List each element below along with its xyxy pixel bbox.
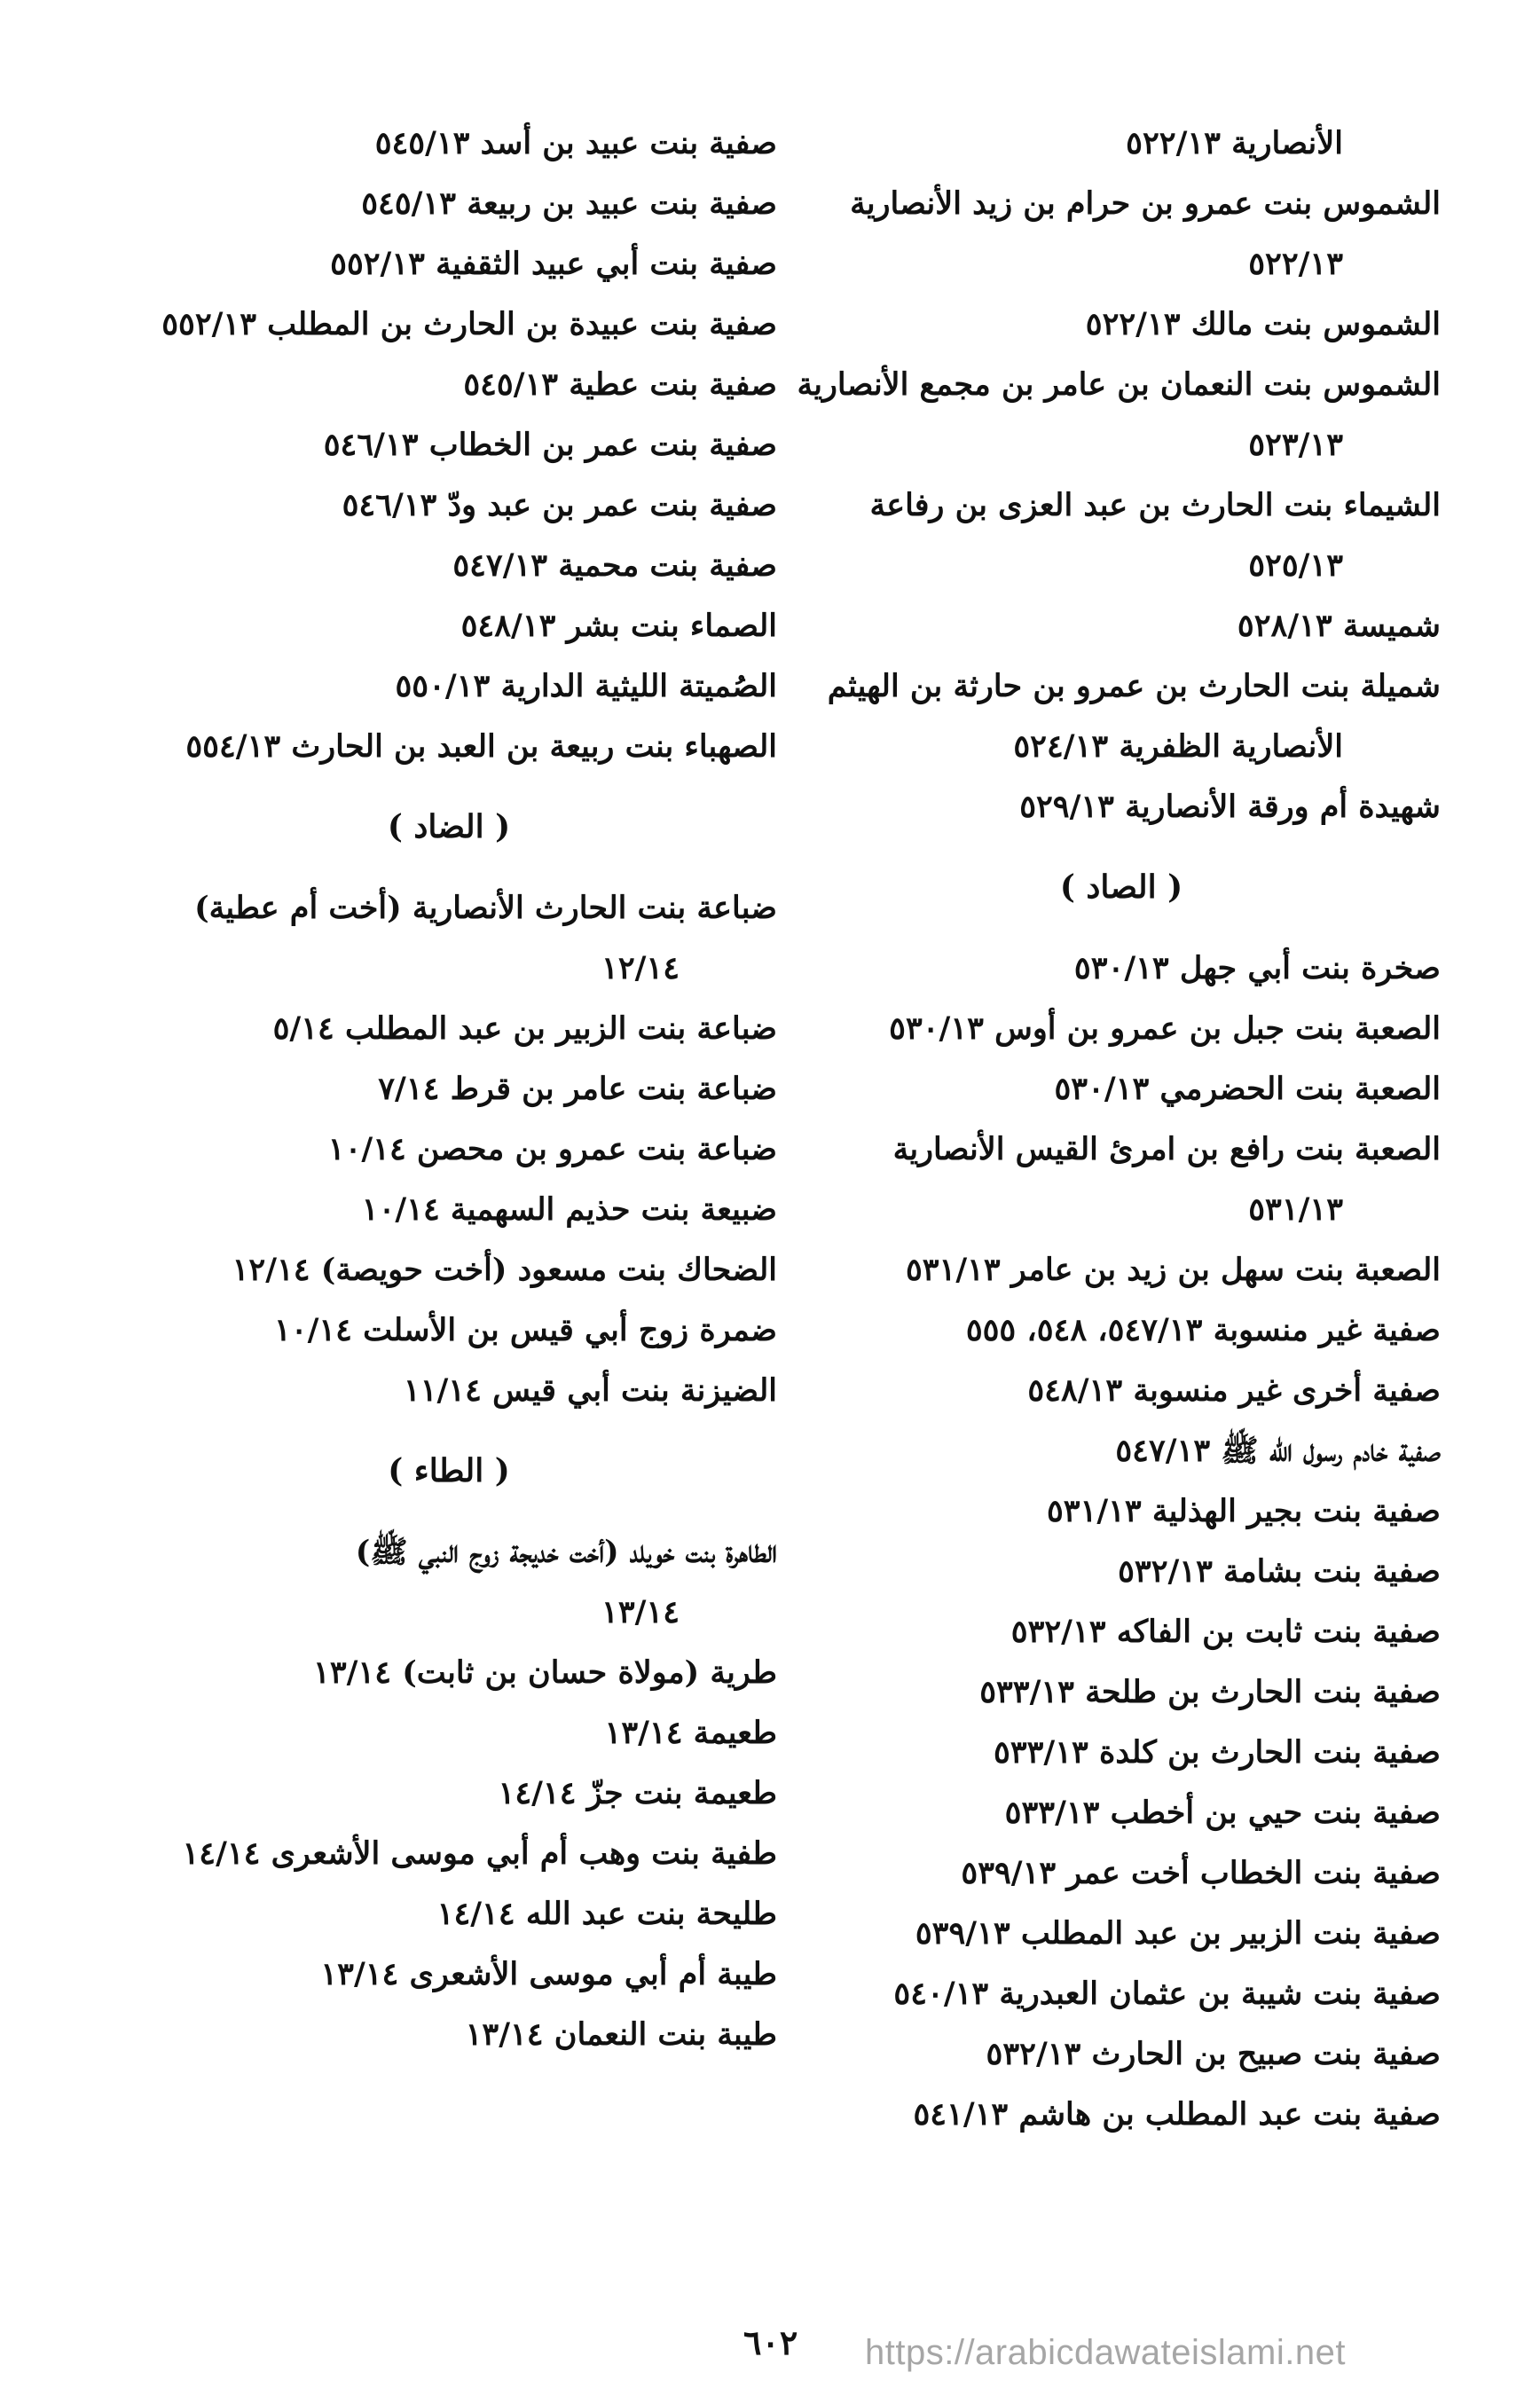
section-heading-dad: ( الضاد ) <box>387 808 511 845</box>
left-entries-group-dad <box>121 878 777 1421</box>
section-heading-sad: ( الصاد ) <box>1059 868 1183 906</box>
index-entry: الصعبة بنت الحضرمي ٥٣٠/١٣ <box>1054 1071 1441 1107</box>
right-entries-group-sad <box>802 939 1441 2145</box>
index-entry: صفية بنت صبيح بن الحارث ٥٣٢/١٣ <box>986 2036 1441 2072</box>
index-entry: الصعبة بنت سهل بن زيد بن عامر ٥٣١/١٣ <box>905 1252 1441 1288</box>
index-entry: ضباعة بنت عمرو بن محصن ١٠/١٤ <box>327 1131 777 1167</box>
index-entry-continuation: الأنصارية الظفرية ٥٢٤/١٣ <box>1013 728 1343 765</box>
index-entry: طفية بنت وهب أم أبي موسى الأشعرى ١٤/١٤ <box>182 1835 777 1872</box>
watermark-url: https://arabicdawateislami.net <box>865 2333 1346 2372</box>
index-entry: صفية بنت بجير الهذلية ٥٣١/١٣ <box>1046 1493 1441 1529</box>
index-entry: الطاهرة بنت خويلد (أخت خديجة زوج النبي ﷺ) <box>355 1534 777 1570</box>
index-entry: صفية بنت عطية ٥٤٥/١٣ <box>463 366 777 403</box>
index-entry: ضمرة زوج أبي قيس بن الأسلت ١٠/١٤ <box>274 1312 777 1348</box>
index-entry: طعيمة بنت جزّ ١٤/١٤ <box>498 1775 777 1811</box>
right-entries-group <box>797 114 1441 837</box>
index-entry: صفية بنت الحارث بن طلحة ٥٣٣/١٣ <box>979 1674 1441 1710</box>
index-entry: صفية بنت حيي بن أخطب ٥٣٣/١٣ <box>1004 1795 1441 1831</box>
index-entry: شهيدة أم ورقة الأنصارية ٥٢٩/١٣ <box>1019 789 1441 825</box>
index-entry: الشموس بنت عمرو بن حرام بن زيد الأنصارية <box>850 185 1441 222</box>
index-entry-continuation: ٥٢٣/١٣ <box>1248 427 1343 463</box>
index-entry: صفية أخرى غير منسوبة ٥٤٨/١٣ <box>1027 1372 1441 1409</box>
index-entry: صفية بنت عبيد بن ربيعة ٥٤٥/١٣ <box>361 185 777 222</box>
index-entry-continuation: ٥٢٥/١٣ <box>1248 547 1343 584</box>
index-entry: صفية بنت الحارث بن كلدة ٥٣٣/١٣ <box>994 1734 1441 1771</box>
index-entry: طيبة أم أبي موسى الأشعرى ١٣/١٤ <box>320 1956 777 1992</box>
index-entry: صفية بنت عمر بن الخطاب ٥٤٦/١٣ <box>323 427 777 463</box>
index-entry: طيبة بنت النعمان ١٣/١٤ <box>465 2016 777 2053</box>
index-entry: ضباعة بنت الحارث الأنصارية (أخت أم عطية) <box>194 890 777 926</box>
left-column <box>121 114 777 2065</box>
index-entry: الصعبة بنت رافع بن امرئ القيس الأنصارية <box>892 1131 1441 1167</box>
index-entry: طليحة بنت عبد الله ١٤/١٤ <box>436 1896 777 1932</box>
index-entry-continuation: ١٢/١٤ <box>601 950 680 986</box>
index-entry: ضباعة بنت عامر بن قرط ٧/١٤ <box>378 1071 777 1107</box>
index-entry-continuation: ٥٣١/١٣ <box>1248 1191 1343 1228</box>
page-number: ٦٠٢ <box>743 2322 798 2362</box>
index-entry: طعيمة ١٣/١٤ <box>604 1715 777 1751</box>
index-entry: ضبيعة بنت حذيم السهمية ١٠/١٤ <box>361 1191 777 1228</box>
index-entry-continuation: ٥٢٢/١٣ <box>1248 246 1343 282</box>
index-entry: صفية بنت محمية ٥٤٧/١٣ <box>452 547 777 584</box>
index-entry: الصعبة بنت جبل بن عمرو بن أوس ٥٣٠/١٣ <box>889 1010 1441 1047</box>
right-column <box>797 114 1441 2145</box>
index-entry: شميلة بنت الحارث بن عمرو بن حارثة بن الهيثم <box>827 668 1441 704</box>
index-entry: الشموس بنت مالك ٥٢٢/١٣ <box>1085 306 1441 342</box>
index-entry: صفية غير منسوبة ٥٤٧/١٣، ٥٤٨، ٥٥٥ <box>965 1312 1441 1348</box>
index-entry: صفية بنت شيبة بن عثمان العبدرية ٥٤٠/١٣ <box>893 1976 1441 2012</box>
index-entry-continuation: ١٣/١٤ <box>601 1594 680 1630</box>
left-entries-group <box>121 114 777 777</box>
index-entry: صفية بنت عمر بن عبد ودّ ٥٤٦/١٣ <box>342 487 777 523</box>
index-entry: صفية بنت بشامة ٥٣٢/١٣ <box>1118 1553 1441 1590</box>
index-entry: الضحاك بنت مسعود (أخت حويصة) ١٢/١٤ <box>232 1252 777 1288</box>
index-entry: الصُميتة الليثية الدارية ٥٥٠/١٣ <box>395 668 777 704</box>
left-entries-group-ta <box>121 1522 777 2065</box>
index-entry: صفية بنت عبيد بن أسد ٥٤٥/١٣ <box>374 125 777 161</box>
index-entry: الشيماء بنت الحارث بن عبد العزى بن رفاعة <box>869 487 1441 523</box>
index-entry: الصماء بنت بشر ٥٤٨/١٣ <box>460 608 777 644</box>
index-entry: صخرة بنت أبي جهل ٥٣٠/١٣ <box>1073 950 1441 986</box>
index-entry: صفية بنت الخطاب أخت عمر ٥٣٩/١٣ <box>961 1855 1441 1891</box>
index-entry: صفية بنت عبد المطلب بن هاشم ٥٤١/١٣ <box>913 2096 1441 2133</box>
index-entry: الصهباء بنت ربيعة بن العبد بن الحارث ٥٥٤/١٣ <box>185 728 777 765</box>
section-heading-ta: ( الطاء ) <box>388 1452 510 1489</box>
index-entry: صفية بنت ثابت بن الفاكه ٥٣٢/١٣ <box>1010 1614 1441 1650</box>
index-entry: صفية بنت أبي عبيد الثقفية ٥٥٢/١٣ <box>330 246 777 282</box>
index-entry: صفية بنت عبيدة بن الحارث بن المطلب ٥٥٢/١٣ <box>161 306 777 342</box>
index-entry: صفية بنت الزبير بن عبد المطلب ٥٣٩/١٣ <box>915 1915 1441 1952</box>
index-entry: الضيزنة بنت أبي قيس ١١/١٤ <box>403 1372 777 1409</box>
index-entry: صفية خادم رسول الله ﷺ ٥٤٧/١٣ <box>1115 1433 1441 1469</box>
index-entry-continuation: الأنصارية ٥٢٢/١٣ <box>1126 125 1343 161</box>
index-entry: شميسة ٥٢٨/١٣ <box>1237 608 1441 644</box>
index-entry: طرية (مولاة حسان بن ثابت) ١٣/١٤ <box>313 1654 777 1691</box>
index-entry: الشموس بنت النعمان بن عامر بن مجمع الأنصارية <box>797 366 1441 403</box>
index-entry: ضباعة بنت الزبير بن عبد المطلب ٥/١٤ <box>272 1010 777 1047</box>
